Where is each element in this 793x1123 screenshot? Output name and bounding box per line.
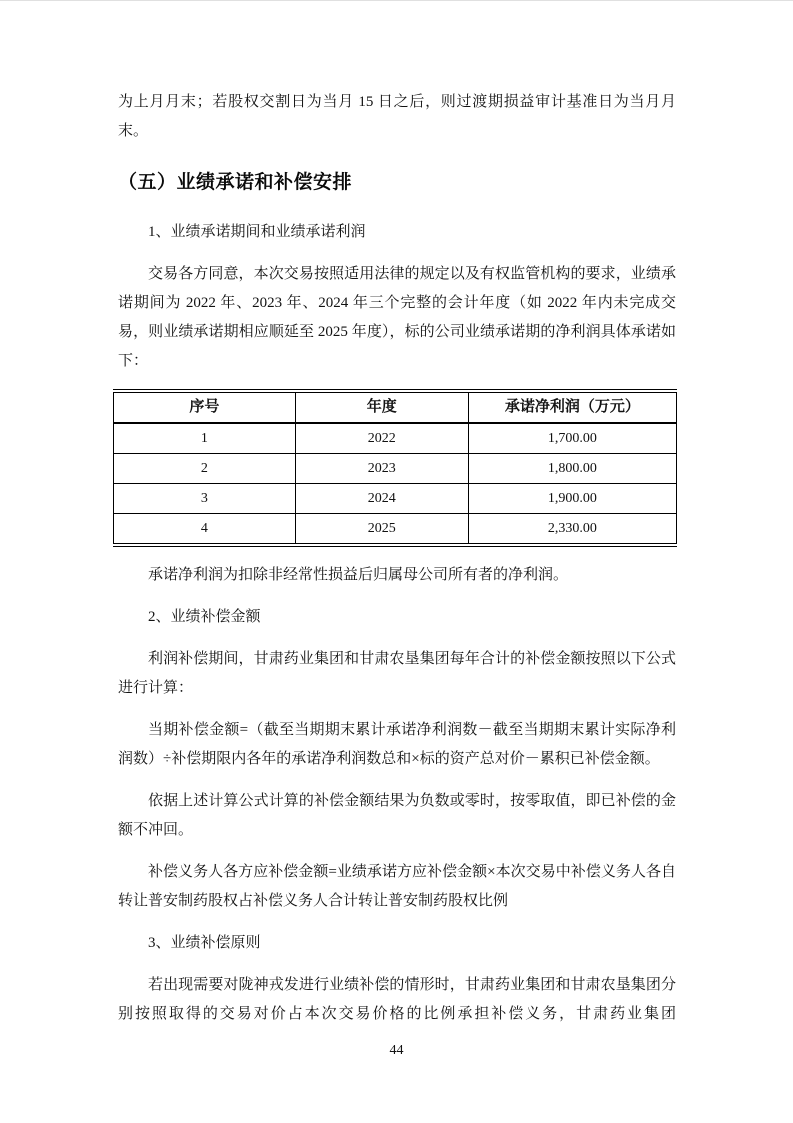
- table-row: [114, 454, 677, 484]
- table-note: 承诺净利润为扣除非经常性损益后归属母公司所有者的净利润。: [148, 567, 569, 583]
- cell-year: 2022: [295, 423, 468, 454]
- item2-title: 2、业绩补偿金额: [148, 609, 261, 625]
- item2-formula1: 当期补偿金额=（截至当期期末累计承诺净利润数－截至当期期末累计实际净利润数）÷补偿期限内各年的承诺净利润数总和×标的资产总对价－累积已补偿金额。: [118, 722, 676, 767]
- item1-title: 1、业绩承诺期间和业绩承诺利润: [148, 224, 366, 240]
- item1-paragraph: 交易各方同意，本次交易按照适用法律的规定以及有权监管机构的要求，业绩承诺期间为 2022 年、2023 年、2024 年三个完整的会计年度（如 2022 年内未完成交易，则业绩承诺期相应顺延至 2025 年度），标的公司业绩承诺期的净利润具体承诺如下：: [118, 266, 676, 369]
- profit-commitment-table: [113, 389, 677, 547]
- cell-index: 2: [114, 454, 296, 484]
- item3-paragraph: 若出现需要对陇神戎发进行业绩补偿的情形时，甘肃药业集团和甘肃农垦集团分别按照取得的交易对价占本次交易价格的比例承担补偿义务，甘肃药业集团: [118, 977, 676, 1022]
- item2-paragraph1: 利润补偿期间，甘肃药业集团和甘肃农垦集团每年合计的补偿金额按照以下公式进行计算：: [118, 651, 676, 696]
- cell-profit: 1,900.00: [468, 484, 676, 514]
- cell-index: 1: [114, 423, 296, 454]
- cell-profit: 1,700.00: [468, 423, 676, 454]
- cell-profit: 2,330.00: [468, 514, 676, 546]
- col-header-promised-net-profit: 承诺净利润（万元）: [468, 391, 676, 423]
- item2-formula2: 补偿义务人各方应补偿金额=业绩承诺方应补偿金额×本次交易中补偿义务人各自转让普安制药股权占补偿义务人合计转让普安制药股权比例: [118, 864, 676, 909]
- section-heading: （五）业绩承诺和补偿安排: [118, 172, 353, 193]
- col-header-year: 年度: [295, 391, 468, 423]
- table-row: [114, 484, 677, 514]
- table-row: [114, 514, 677, 546]
- item2-paragraph2: 依据上述计算公式计算的补偿金额结果为负数或零时，按零取值，即已补偿的金额不冲回。: [118, 793, 676, 838]
- table-row: [114, 423, 677, 454]
- col-header-index: 序号: [114, 391, 296, 423]
- page-content: [118, 1, 676, 1029]
- page-number: 44: [389, 1043, 404, 1058]
- carryover-paragraph: 为上月月末；若股权交割日为当月 15 日之后，则过渡期损益审计基准日为当月月末。: [118, 94, 676, 139]
- cell-year: 2024: [295, 484, 468, 514]
- item3-title: 3、业绩补偿原则: [148, 935, 261, 951]
- cell-profit: 1,800.00: [468, 454, 676, 484]
- document-page: [0, 1, 793, 1123]
- cell-year: 2023: [295, 454, 468, 484]
- table-header-row: [114, 391, 677, 423]
- cell-index: 3: [114, 484, 296, 514]
- cell-year: 2025: [295, 514, 468, 546]
- cell-index: 4: [114, 514, 296, 546]
